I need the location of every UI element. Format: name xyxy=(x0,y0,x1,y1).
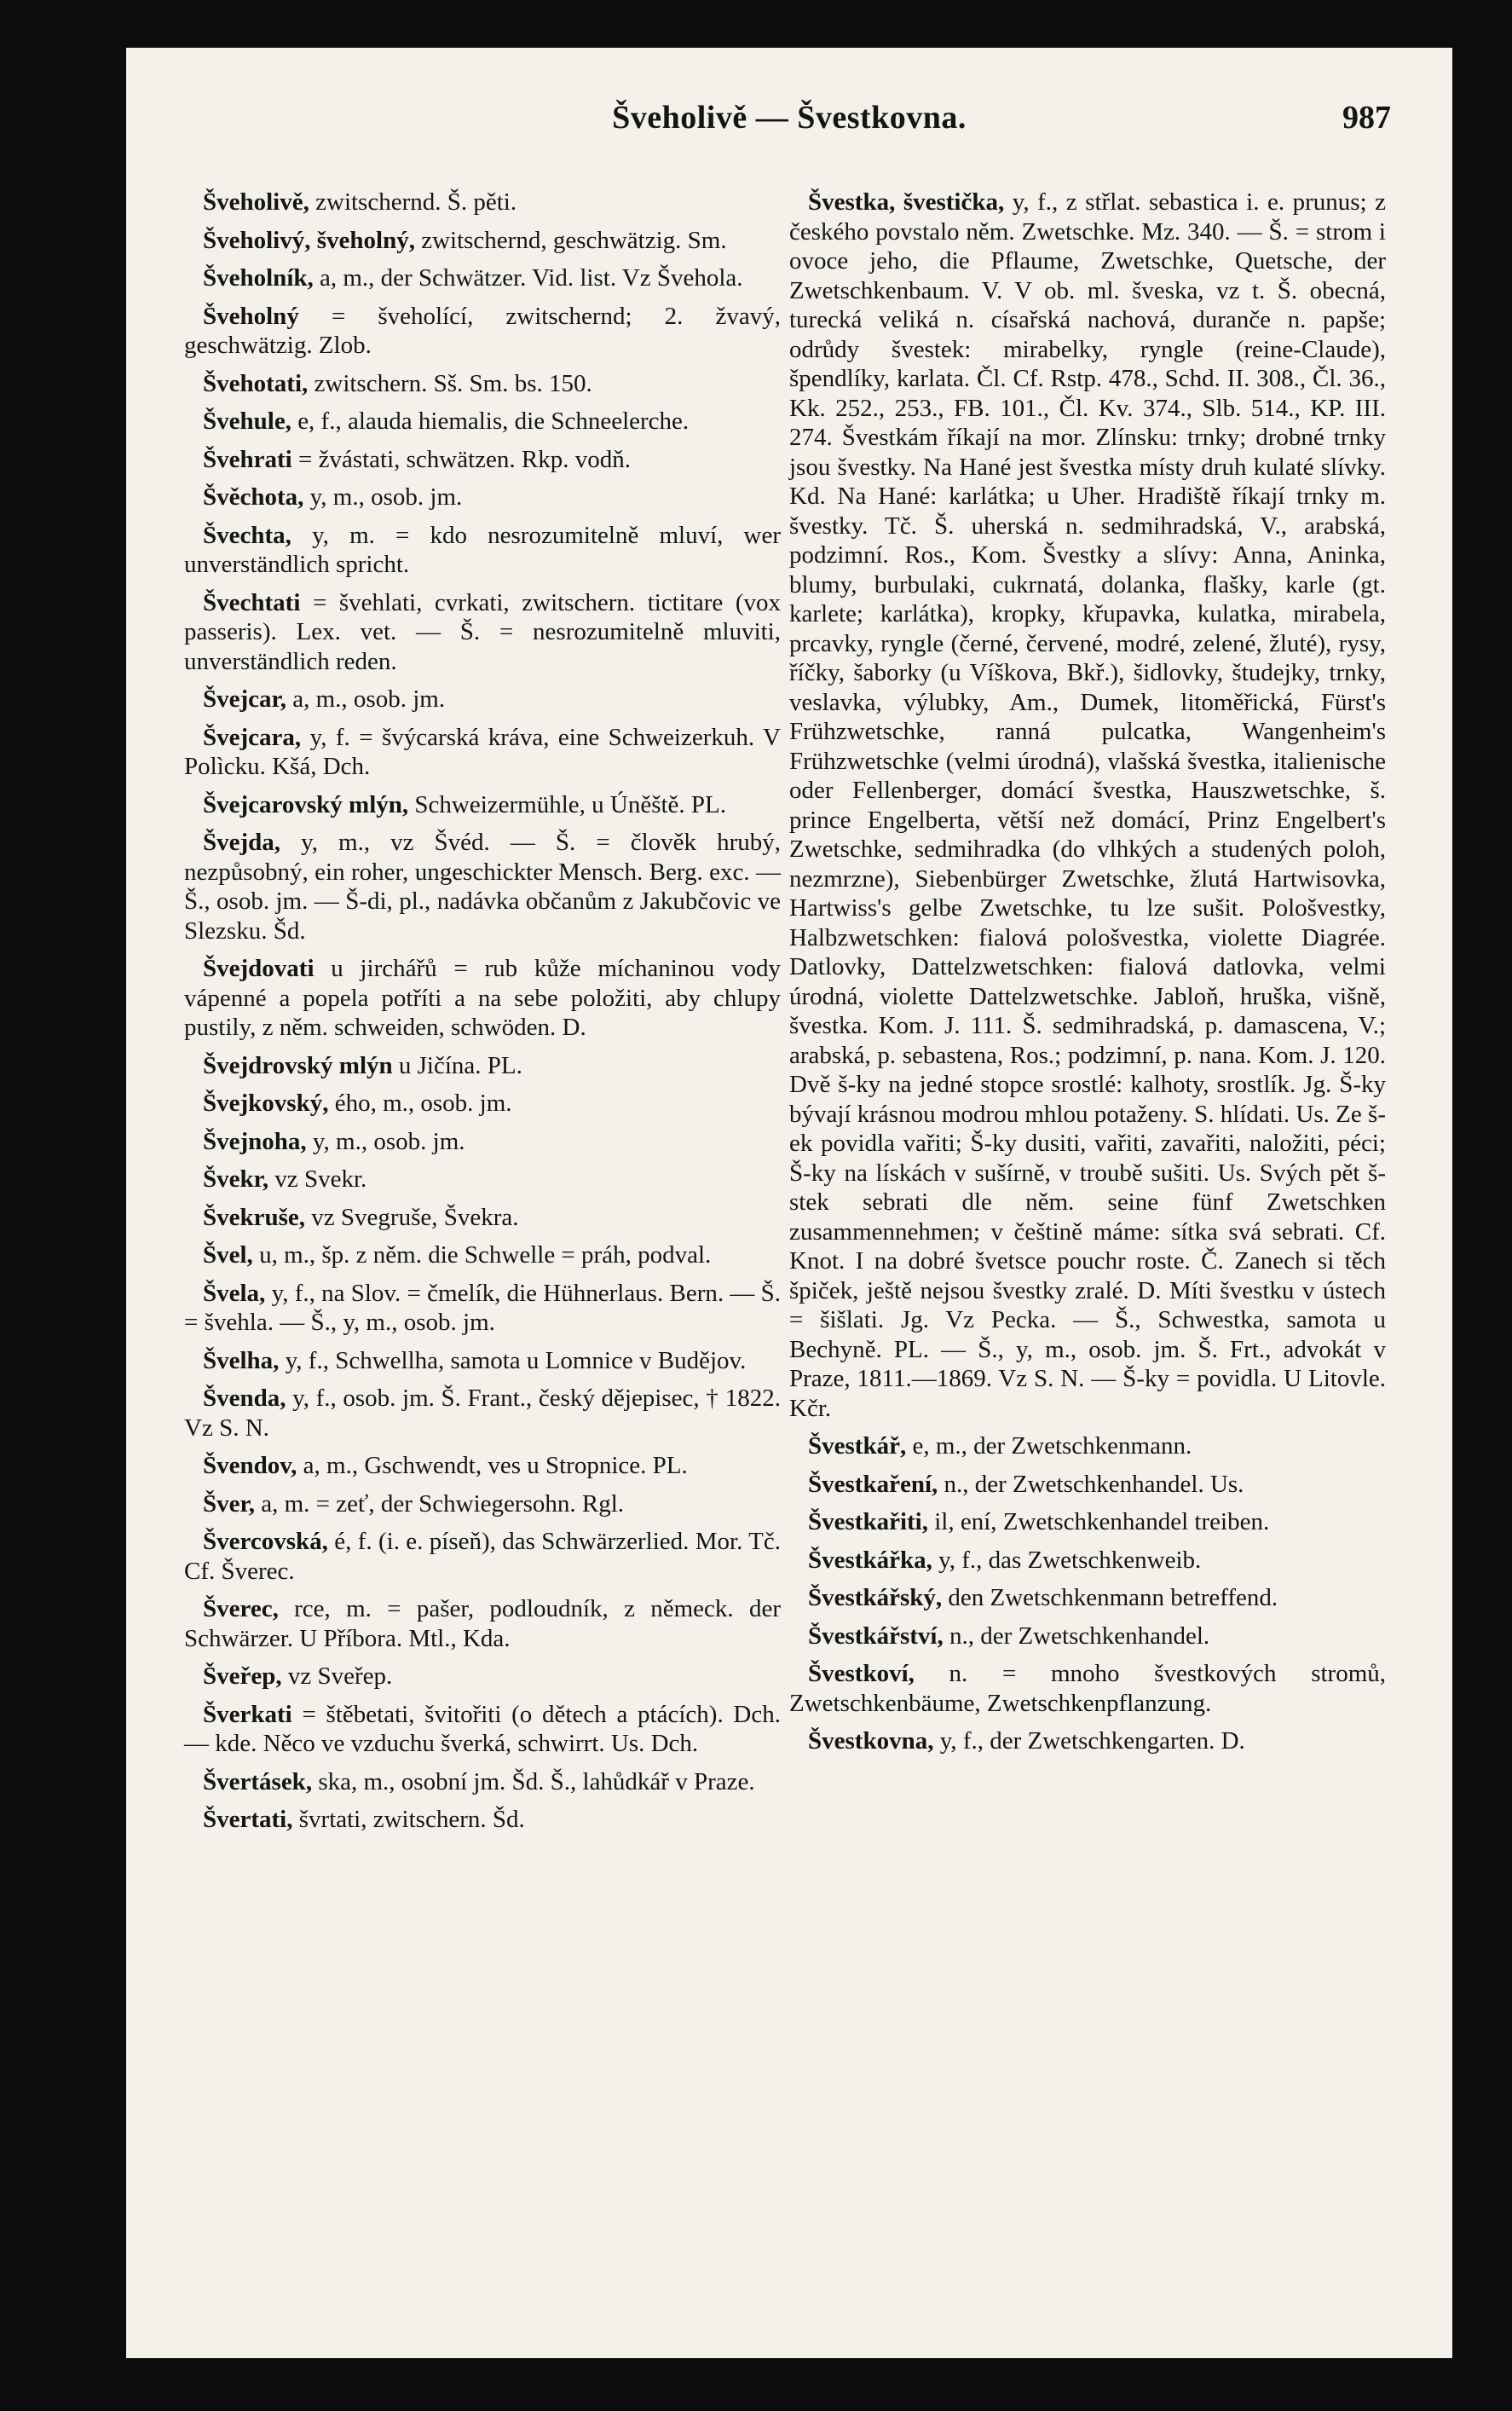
entry-headword: Švertásek, xyxy=(203,1767,313,1795)
dictionary-entry xyxy=(789,1507,1386,1537)
dictionary-entry xyxy=(184,685,781,714)
entry-definition: a, m. = zeť, der Schwiegersohn. Rgl. xyxy=(261,1489,625,1518)
entry-definition: vz Sveřep. xyxy=(287,1662,393,1690)
entry-definition: il, ení, Zwetschkenhandel treiben. xyxy=(934,1508,1270,1535)
entry-headword: Švestkářský, xyxy=(808,1584,943,1611)
entry-headword: Švertati, xyxy=(203,1806,293,1833)
dictionary-entry xyxy=(184,1384,781,1443)
entry-definition: y, f., osob. jm. Š. Frant., český dějepisec, † 1822. Vz S. N. xyxy=(184,1385,782,1442)
dictionary-entry xyxy=(184,1662,781,1691)
entry-definition: švrtati, zwitschern. Šd. xyxy=(298,1806,525,1833)
entry-headword: Švejnoha, xyxy=(203,1127,307,1155)
dictionary-entry xyxy=(184,828,781,945)
dictionary-entry xyxy=(184,1127,781,1157)
dictionary-entry xyxy=(184,1451,781,1481)
entry-headword: Švestkoví, xyxy=(808,1660,915,1687)
entry-headword: Švejdrovský mlýn xyxy=(203,1051,393,1079)
dictionary-entry xyxy=(184,1051,781,1081)
dictionary-entry xyxy=(789,1726,1386,1756)
entry-definition: ého, m., osob. jm. xyxy=(334,1090,512,1117)
entry-definition: y, m. = kdo nesrozumitelně mluví, wer unverständlich spricht. xyxy=(184,521,781,578)
entry-definition: = šveholící, zwitschernd; 2. žvavý, geschwätzig. Zlob. xyxy=(184,302,781,359)
entry-headword: Švendov, xyxy=(203,1452,297,1479)
dictionary-entry xyxy=(184,369,781,399)
entry-headword: Švejcar, xyxy=(203,685,286,713)
dictionary-entry xyxy=(184,1346,781,1376)
entry-definition: rce, m. = pašer, podloudník, z německ. der Schwärzer. U Příbora. Mtl., Kda. xyxy=(184,1595,781,1652)
entry-definition: y, f. = švýcarská kráva, eine Schweizerkuh. V Polìcku. Kšá, Dch. xyxy=(184,723,781,780)
entry-definition: zwitschernd, geschwätzig. Sm. xyxy=(421,226,727,254)
dictionary-entry xyxy=(184,954,781,1043)
entry-headword: Švestkářství, xyxy=(808,1622,944,1650)
entry-headword: Švejda, xyxy=(203,829,281,856)
dictionary-entry xyxy=(184,1700,781,1759)
entry-headword: Švehule, xyxy=(203,408,291,435)
entry-headword: Švercovská, xyxy=(203,1528,328,1555)
entry-definition: y, m., osob. jm. xyxy=(309,483,463,511)
entry-headword: Šveholivý, šveholný, xyxy=(203,226,415,254)
entry-headword: Švejdovati xyxy=(203,955,315,982)
entry-definition: y, f., na Slov. = čmelík, die Hühnerlaus. Bern. — Š. = švehla. — Š., y, m., osob. jm. xyxy=(184,1279,781,1336)
entry-definition: y, m., osob. jm. xyxy=(312,1127,465,1155)
entry-definition: e, m., der Zwetschkenmann. xyxy=(912,1432,1192,1460)
entry-definition: n., der Zwetschkenhandel. xyxy=(949,1622,1210,1650)
dictionary-entry xyxy=(184,1527,781,1586)
entry-headword: Švestkář, xyxy=(808,1432,907,1460)
dictionary-entry xyxy=(184,1805,781,1835)
entry-definition: u jirchářů = rub kůže míchaninou vody vápenné a popela potříti a na sebe položiti, aby chlupy pustily, z něm. schweiden, schwöden. D. xyxy=(184,955,782,1041)
entry-definition: n. = mnoho švestkových stromů, Zwetschkenbäume, Zwetschkenpflanzung. xyxy=(789,1660,1387,1717)
dictionary-entry xyxy=(789,1659,1386,1718)
dictionary-entry xyxy=(184,1165,781,1194)
page-header xyxy=(126,99,1452,150)
entry-headword: Švestkaření, xyxy=(808,1470,938,1498)
entry-definition: a, m., osob. jm. xyxy=(292,685,446,713)
entry-definition: y, f., Schwellha, samota u Lomnice v Budějov. xyxy=(285,1346,747,1374)
entry-headword: Šveholný xyxy=(203,302,299,330)
dictionary-entry xyxy=(789,1546,1386,1576)
entry-definition: = švehlati, cvrkati, zwitschern. tictitare (vox passeris). Lex. vet. — Š. = nesrozumitelně mluviti, unverständlich reden. xyxy=(184,588,781,675)
entry-definition: u Jičína. PL. xyxy=(398,1051,522,1079)
dictionary-entry xyxy=(184,1767,781,1797)
dictionary-entry xyxy=(184,483,781,512)
entry-definition: y, f., z střlat. sebastica i. e. prunus; z českého povstalo něm. Zwetschke. Mz. 340. — Š. = strom i ovoce jeho, die Pflaume, Zwetschke, Quetsche, der Zwetschkenbaum. V. V ob. ml. šveska, vz t. Š. obecná, turecká veliká n. císařská nachová, duranče n. papše; odrůdy švestek: mirabelky, ryngle (reine-Claude), špendlíky, karlata. Čl. Cf. Rstp. 478., Schd. II. 308., Čl. 36., Kk. 252., 253., FB. 101., Čl. Kv. 374., Slb. 514., KP. III. 274. Švestkám říkají na mor. Zlínsku: trnky; drobné trnky jsou švestky. Na Hané jest švestka místy druh kulaté slívky. Kd. Na Hané: karlátka; u Uher. Hradiště říkají trnky m. švestky. Tč. Š. uherská n. sedmihradská, V., arabská, podzimní. Ros., Kom. Švestky a slívy: Anna, Aninka, blumy, burbulaki, cukrnatá, dolanka, flašky, karle (gt. karlete; karlátka), kropky, křupavka, kulatka, mirabela, prcavky, ryngle (černé, červené, modré, zelené, žluté), rysy, říčky, šaborky (u Víškova, Bkř.), šidlovky, študejky, trnky, veslavka, výlubky, Am., Dumek, litoměřická, Fürst's Frühzwetschke, ranná pulcatka, Wangenheim's Frühzwetschke (velmi úrodná), vlašská švestka, italienische oder Fellenberger, domácí švestka, Hauszwetschke, š. prince Engelberta, větší než domácí, Prinz Engelbert's Zwetschke, sedmihradka (do vlhkých a studených poloh, nezmrzne), Siebenbürger Zwetschke, žlutá Hartwisovka, Hartwiss's gelbe Zwetschke, tu lze sušit. Pološvestky, Halbzwetschken: fialová pološvestka, violette Diagrée. Datlovky, Dattelzwetschken: fialová datlovka, velmi úrodná, violette Dattelzwetschke. Jabloň, hruška, višně, švestka. Kom. J. 111. Š. sedmihradská, p. damascena, V.; arabská, p. sebastena, Ros.; podzimní, p. nana. Kom. J. 120. Dvě š-ky na jedné stopce srostlé: kalhoty, srostlík. Jg. Š-ky bývají krásnou modrou mhlou potaženy. S. hlídati. Us. Ze š-ek povidla vařiti; Š-ky dusiti, vařiti, zavařiti, naložiti, péci; Š-ky na lískách v sušírně, v troubě sušiti. Us. Svých pět š-stek sebrati dle něm. seine fünf Zwetschken zusammennehmen; v češtině máme: sítka svá sebrati. Cf. Knot. I na dobré švetsce pouchr roste. Č. Zanech si těch špiček, ještě nejsou švestky zralé. D. Míti švestku v ústech = šišlati. Jg. Vz Pecka. — Š., Schwestka, samota u Bechyně. PL. — Š., y, m., osob. jm. Š. Frt., advokát v Praze, 1811.—1869. Vz S. N. — Š-ky = povidla. U Litovle. Kčr. xyxy=(789,188,1386,1422)
dictionary-entry xyxy=(789,1431,1386,1461)
dictionary-entry xyxy=(789,1470,1386,1500)
dictionary-entry xyxy=(184,407,781,437)
dictionary-entry xyxy=(789,188,1386,1423)
entry-headword: Švelha, xyxy=(203,1346,280,1374)
entry-headword: Šveholivě, xyxy=(203,188,309,216)
page-number: 987 xyxy=(1342,100,1391,136)
dictionary-entry xyxy=(184,1594,781,1653)
entry-headword: Šver, xyxy=(203,1489,255,1518)
entry-definition: ska, m., osobní jm. Šd. Š., lahůdkář v Praze. xyxy=(318,1767,755,1795)
dictionary-entry xyxy=(184,1203,781,1233)
entry-headword: Švěchota, xyxy=(203,483,304,511)
entry-definition: n., der Zwetschkenhandel. Us. xyxy=(944,1470,1244,1498)
entry-definition: u, m., šp. z něm. die Schwelle = práh, podval. xyxy=(259,1241,712,1269)
entry-headword: Švechta, xyxy=(203,521,291,549)
dictionary-entry xyxy=(184,723,781,782)
entry-headword: Šverec, xyxy=(203,1595,279,1622)
dictionary-entry xyxy=(184,302,781,361)
dictionary-entry xyxy=(184,588,781,677)
entry-definition: vz Svegruše, Švekra. xyxy=(311,1203,519,1231)
dictionary-entry xyxy=(184,445,781,475)
entry-headword: Švehotati, xyxy=(203,369,309,397)
dictionary-entry xyxy=(184,1279,781,1338)
entry-definition: y, f., das Zwetschkenweib. xyxy=(938,1546,1202,1574)
entry-definition: = štěbetati, švitořiti (o dětech a ptácích). Dch. — kde. Něco ve vzduchu šverká, schwirrt. Us. Dch. xyxy=(184,1700,782,1757)
entry-definition: Schweizermühle, u Úněště. PL. xyxy=(414,790,727,818)
entry-headword: Švekruše, xyxy=(203,1203,306,1231)
entry-headword: Švestka, švestička, xyxy=(808,188,1005,216)
entry-headword: Švestkářka, xyxy=(808,1546,932,1574)
dictionary-entry xyxy=(184,521,781,580)
left-column xyxy=(184,188,781,1843)
entry-headword: Švejcarovský mlýn, xyxy=(203,790,409,818)
entry-headword: Švela, xyxy=(203,1279,266,1307)
entry-definition: zwitschernd. Š. pěti. xyxy=(315,188,517,216)
dictionary-entry xyxy=(184,790,781,820)
entry-headword: Šveřep, xyxy=(203,1662,282,1690)
dictionary-page xyxy=(126,48,1452,2358)
entry-definition: y, m., vz Švéd. — Š. = člověk hrubý, nezpůsobný, ein roher, ungeschickter Mensch. Berg. exc. — Š., osob. jm. — Š-di, pl., nadávka občanům z Jakubčovic ve Slezsku. Šd. xyxy=(184,829,781,945)
entry-headword: Švestkovna, xyxy=(808,1727,934,1755)
entry-headword: Šveholník, xyxy=(203,264,314,292)
entry-headword: Švekr, xyxy=(203,1165,269,1193)
entry-definition: e, f., alauda hiemalis, die Schneelerche. xyxy=(297,408,690,435)
entry-headword: Švehrati xyxy=(203,445,292,473)
entry-headword: Šverkati xyxy=(203,1700,292,1728)
entry-definition: é, f. (i. e. píseň), das Schwärzerlied. Mor. Tč. Cf. Šverec. xyxy=(184,1528,782,1585)
dictionary-entry xyxy=(184,263,781,293)
entry-definition: zwitschern. Sš. Sm. bs. 150. xyxy=(314,369,592,397)
entry-headword: Švechtati xyxy=(203,588,301,616)
dictionary-entry xyxy=(789,1622,1386,1651)
entry-definition: den Zwetschkenmann betreffend. xyxy=(948,1584,1278,1611)
dictionary-entry xyxy=(184,188,781,217)
dictionary-entry xyxy=(789,1583,1386,1613)
dictionary-entry xyxy=(184,1089,781,1119)
entry-headword: Švestkařiti, xyxy=(808,1508,928,1535)
right-column xyxy=(789,188,1386,1765)
entry-definition: y, f., der Zwetschkengarten. D. xyxy=(939,1727,1245,1755)
running-title: Šveholivě — Švestkovna. xyxy=(612,100,967,136)
entry-headword: Švejkovský, xyxy=(203,1090,329,1117)
dictionary-entry xyxy=(184,1489,781,1519)
entry-headword: Švel, xyxy=(203,1241,253,1269)
entry-definition: a, m., Gschwendt, ves u Stropnice. PL. xyxy=(303,1452,688,1479)
entry-headword: Švenda, xyxy=(203,1385,286,1412)
entry-definition: a, m., der Schwätzer. Vid. list. Vz Švehola. xyxy=(320,264,743,292)
dictionary-entry xyxy=(184,226,781,256)
entry-definition: vz Svekr. xyxy=(274,1165,367,1193)
dictionary-entry xyxy=(184,1240,781,1270)
entry-headword: Švejcara, xyxy=(203,723,302,751)
entry-definition: = žvástati, schwätzen. Rkp. vodň. xyxy=(297,445,632,473)
